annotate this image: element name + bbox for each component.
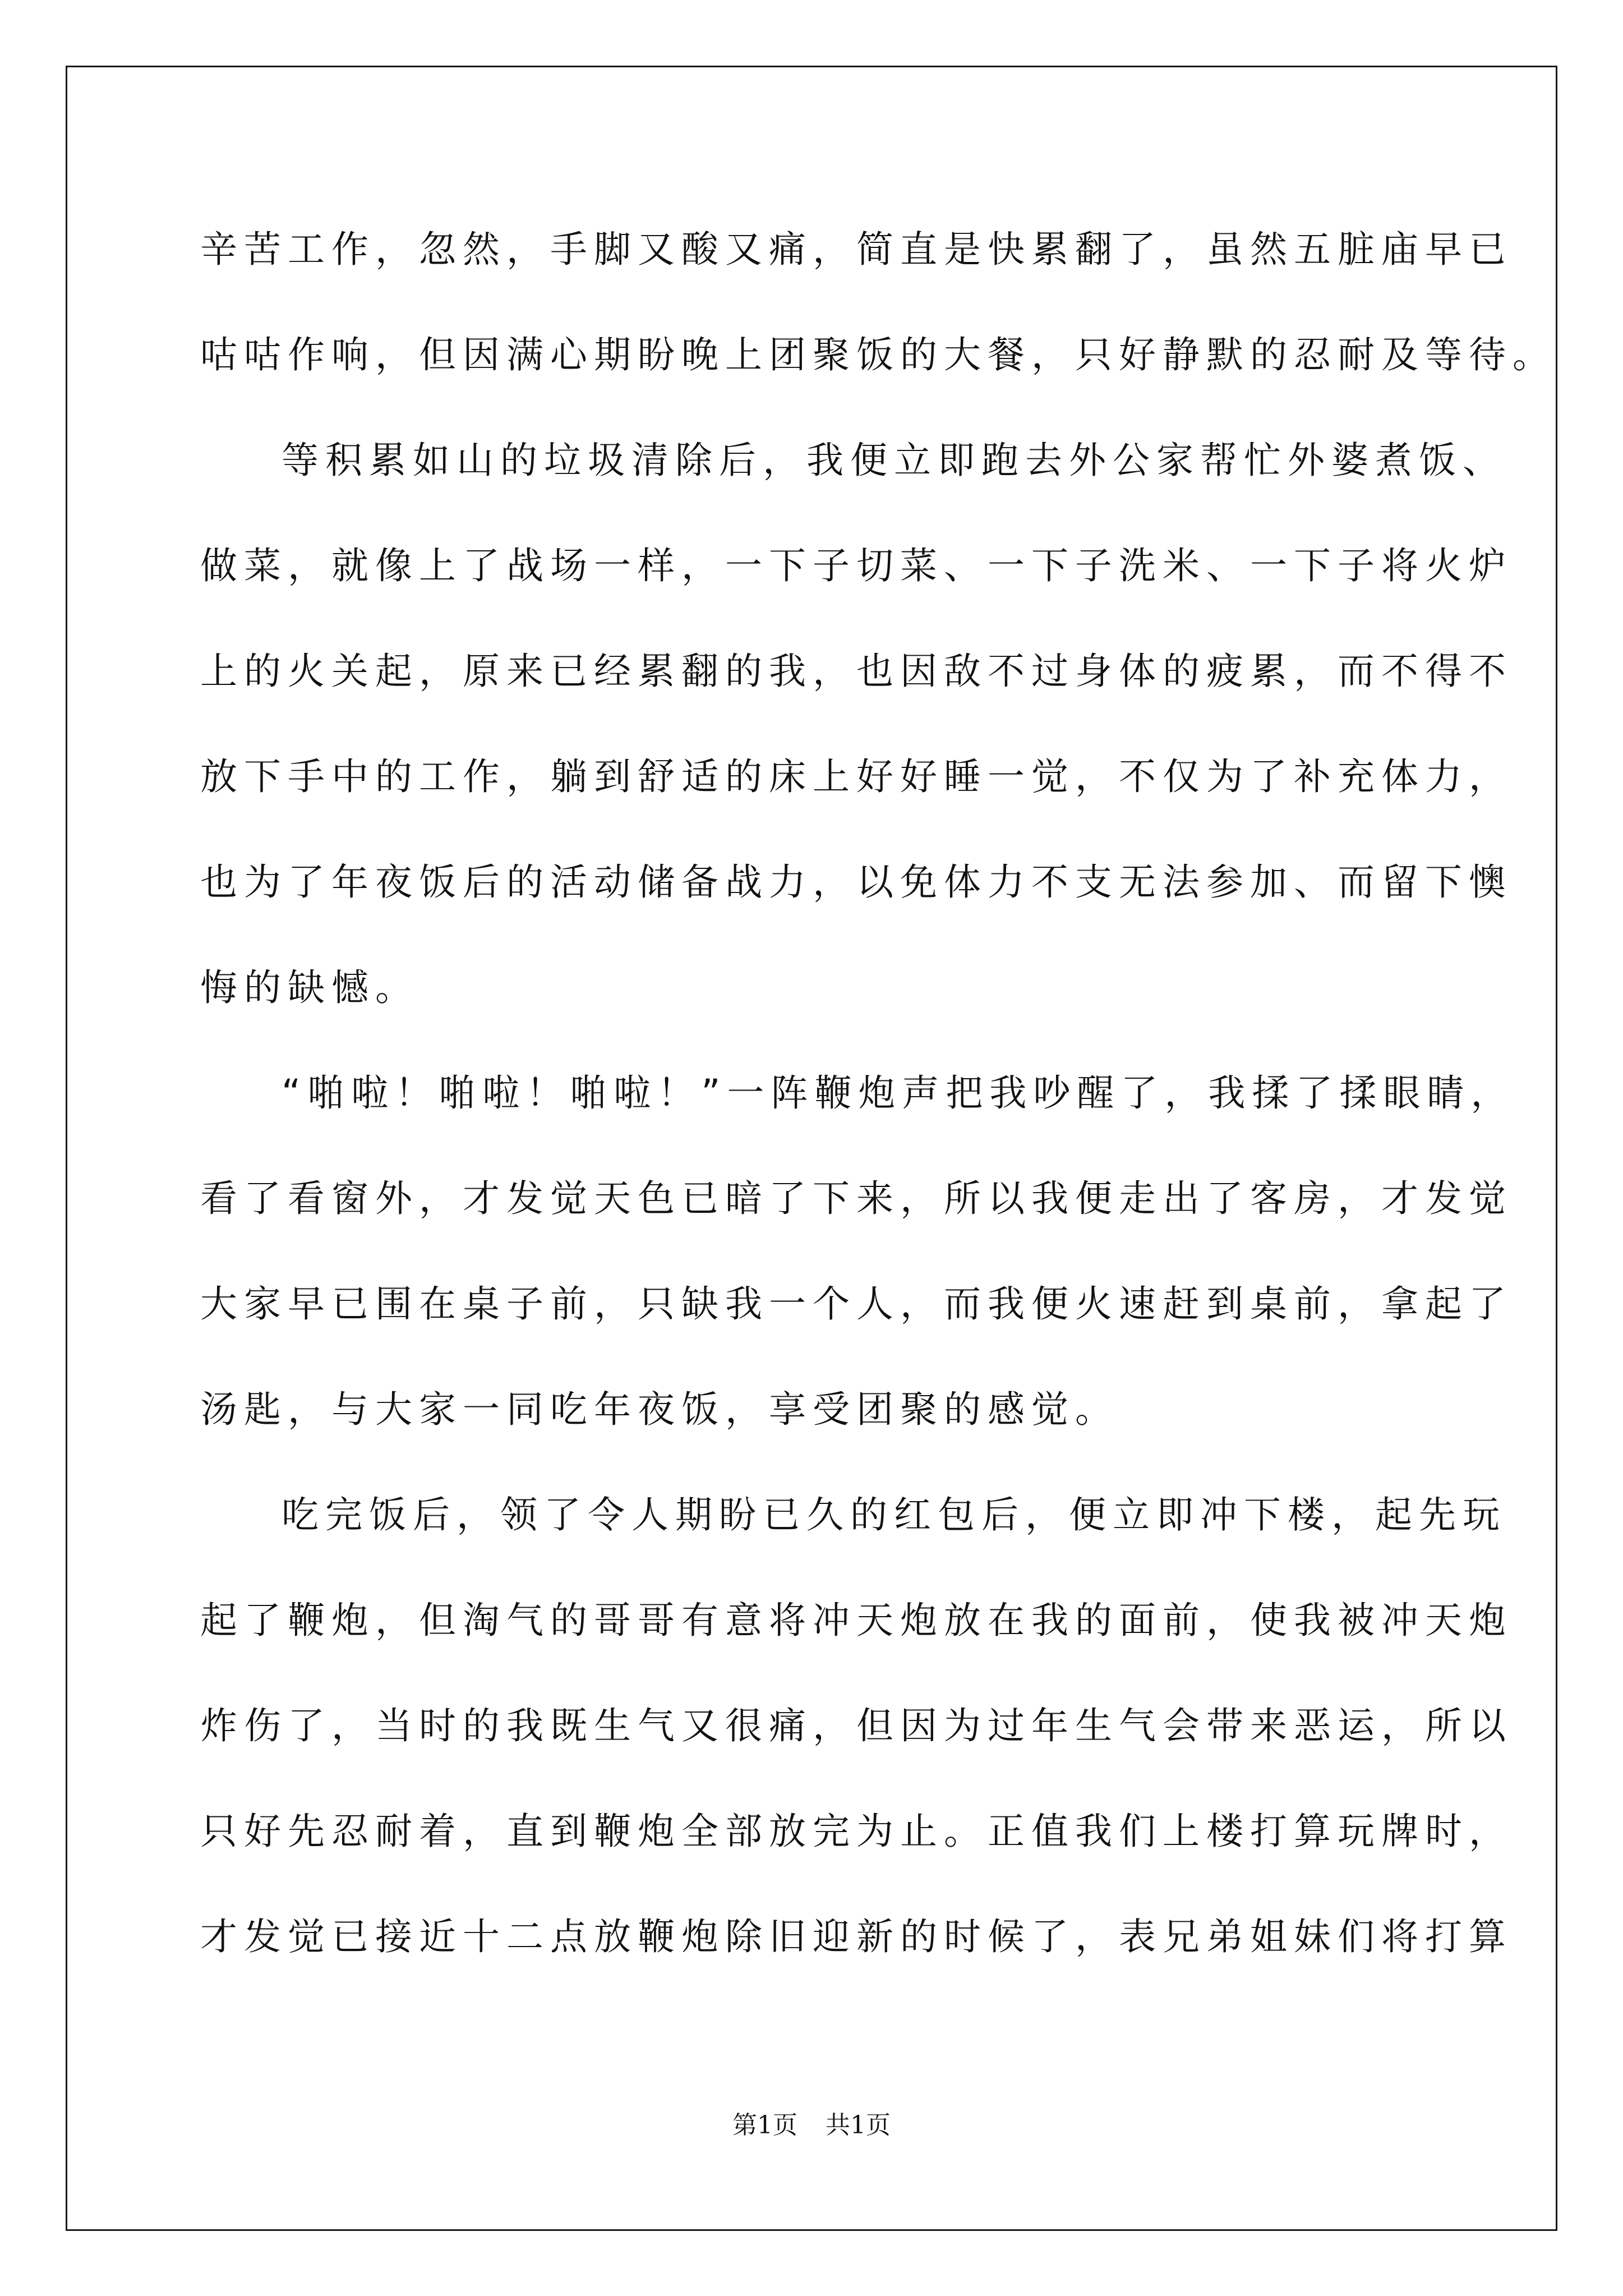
paragraph-3 — [200, 1065, 1515, 1487]
text-line: 放下手中的工作，躺到舒适的床上好好睡一觉，不仅为了补充体力， — [200, 755, 1513, 798]
text-line: 也为了年夜饭后的活动储备战力，以免体力不支无法参加、而留下懊 — [200, 861, 1513, 904]
text-line: 吃完饭后，领了令人期盼已久的红包后，便立即冲下楼，起先玩 — [282, 1493, 1506, 1536]
text-line: 起了鞭炮，但淘气的哥哥有意将冲天炮放在我的面前，使我被冲天炮 — [200, 1599, 1513, 1642]
page-footer — [0, 2105, 1623, 2141]
text-line: 上的火关起，原来已经累翻的我，也因敌不过身体的疲累，而不得不 — [200, 650, 1513, 693]
text-line: 悔的缺憾。 — [200, 966, 419, 1009]
document-body — [200, 222, 1556, 2014]
text-line: 等积累如山的垃圾清除后，我便立即跑去外公家帮忙外婆煮饭、 — [282, 439, 1506, 482]
text-line: 才发觉已接近十二点放鞭炮除旧迎新的时候了，表兄弟姐妹们将打算 — [200, 1915, 1513, 1958]
text-line: 炸伤了，当时的我既生气又很痛，但因为过年生气会带来恶运，所以 — [200, 1704, 1513, 1747]
paragraph-4 — [200, 1487, 1513, 2014]
text-line: 只好先忍耐着，直到鞭炮全部放完为止。正值我们上楼打算玩牌时， — [200, 1810, 1513, 1853]
paragraph-1 — [200, 222, 1556, 432]
paragraph-2 — [200, 432, 1513, 1065]
text-line: “啪啦！啪啦！啪啦！”一阵鞭炮声把我吵醒了，我揉了揉眼睛， — [282, 1071, 1515, 1115]
page-total: 共1页 — [826, 2111, 891, 2139]
text-line: 辛苦工作，忽然，手脚又酸又痛，简直是快累翻了，虽然五脏庙早已 — [200, 228, 1513, 271]
text-line: 做菜，就像上了战场一样，一下子切菜、一下子洗米、一下子将火炉 — [200, 544, 1513, 587]
text-line: 看了看窗外，才发觉天色已暗了下来，所以我便走出了客房，才发觉 — [200, 1177, 1513, 1220]
text-line: 咕咕作响，但因满心期盼晚上团聚饭的大餐，只好静默的忍耐及等待。 — [200, 333, 1556, 376]
text-line: 大家早已围在桌子前，只缺我一个人，而我便火速赶到桌前，拿起了 — [200, 1282, 1513, 1326]
page-number: 第1页 — [732, 2111, 797, 2139]
text-line: 汤匙，与大家一同吃年夜饭，享受团聚的感觉。 — [200, 1388, 1119, 1431]
